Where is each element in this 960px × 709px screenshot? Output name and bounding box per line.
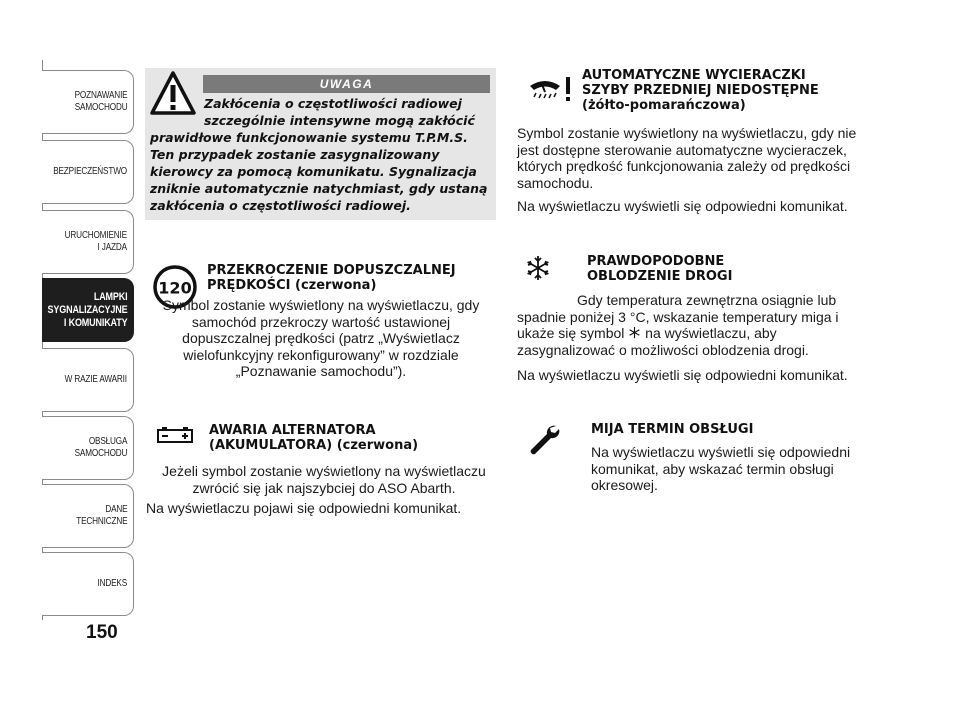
alternator-description: Jeżeli symbol zostanie wyświetlony na wyświetlaczu zwrócić się jak najszybciej do ASO Abarth. Na wyświetlaczu pojawi się odpowiedni komunikat.	[146, 463, 486, 516]
tab-poznawanie[interactable]: POZNAWANIE SAMOCHODU	[42, 70, 134, 134]
windshield-wiper-warning-icon	[528, 74, 574, 104]
speed-description: Symbol zostanie wyświetlony na wyświetlaczu, gdy samochód przekroczy wartość ustawionej dopuszczalnej prędkości (patrz „Wyświetlacz wielofunkcyjny rekonfigurowany” w rozdziale „Poznawanie samochodu”).	[162, 297, 480, 379]
wipers-description: Symbol zostanie wyświetlony na wyświetlaczu, gdy nie jest dostępne sterowanie automatyczne wycieraczek, których prędkość funkcjonowania zależy od prędkości samochodu. Na wyświetlaczu wyświetli się odpowiedni komunikat.	[517, 125, 857, 214]
tab-uruchomienie[interactable]: URUCHOMIENIE I JAZDA	[42, 210, 134, 274]
wipers-title: AUTOMATYCZNE WYCIERACZKI SZYBY PRZEDNIEJ NIEDOSTĘPNE (żółto-pomarańczowa)	[582, 68, 819, 113]
warning-text: Zakłócenia o częstotliwości radiowej szczególnie intensywne mogą zakłócić prawidłowe funkcjonowanie systemu T.P.M.S. Ten przypadek zostanie zasygnalizowany kierowcy za pomocą komunikatu. Sygnalizacja zniknie automatycznie natychmiast, gdy ustaną zakłócenia o częstotliwości radiowej.	[150, 96, 488, 213]
ice-title: PRAWDOPODOBNE OBLODZENIE DROGI	[587, 254, 733, 284]
tab-w-razie-awarii[interactable]: W RAZIE AWARII	[42, 348, 134, 412]
tab-obsluga[interactable]: OBSŁUGA SAMOCHODU	[42, 416, 134, 480]
speed-badge-text: 120	[158, 278, 192, 298]
tab-lampki-active[interactable]: LAMPKI SYGNALIZACYJNE I KOMUNIKATY	[42, 278, 134, 342]
snowflake-icon	[524, 254, 552, 282]
ice-description: Gdy temperatura zewnętrzna osiągnie lub spadnie poniżej 3 °C, wskazanie temperatury miga i ukaże się symbol na wyświetlaczu, aby zasygnalizować o możliwości oblodzenia drogi. Na wyświetlaczu wyświetli się odpowiedni komunikat.	[517, 292, 848, 383]
tab-indeks[interactable]: INDEKS	[42, 552, 134, 616]
wrench-icon	[526, 423, 562, 459]
alternator-title: AWARIA ALTERNATORA (AKUMULATORA) (czerwona)	[209, 423, 419, 453]
warning-header: UWAGA	[203, 75, 490, 93]
battery-icon	[157, 427, 193, 443]
tab-dane-techniczne[interactable]: DANE TECHNICZNE	[42, 484, 134, 548]
page-number: 150	[86, 622, 118, 643]
tab-bezpieczenstwo[interactable]: BEZPIECZEŃSTWO	[42, 140, 134, 204]
service-title: MIJA TERMIN OBSŁUGI	[591, 422, 754, 437]
speed-title: PRZEKROCZENIE DOPUSZCZALNEJ PRĘDKOŚCI (czerwona)	[207, 263, 456, 293]
snowflake-inline-icon	[628, 326, 641, 339]
service-description: Na wyświetlaczu wyświetli się odpowiedni komunikat, aby wskazać termin obsługi okresowej.	[591, 444, 851, 493]
